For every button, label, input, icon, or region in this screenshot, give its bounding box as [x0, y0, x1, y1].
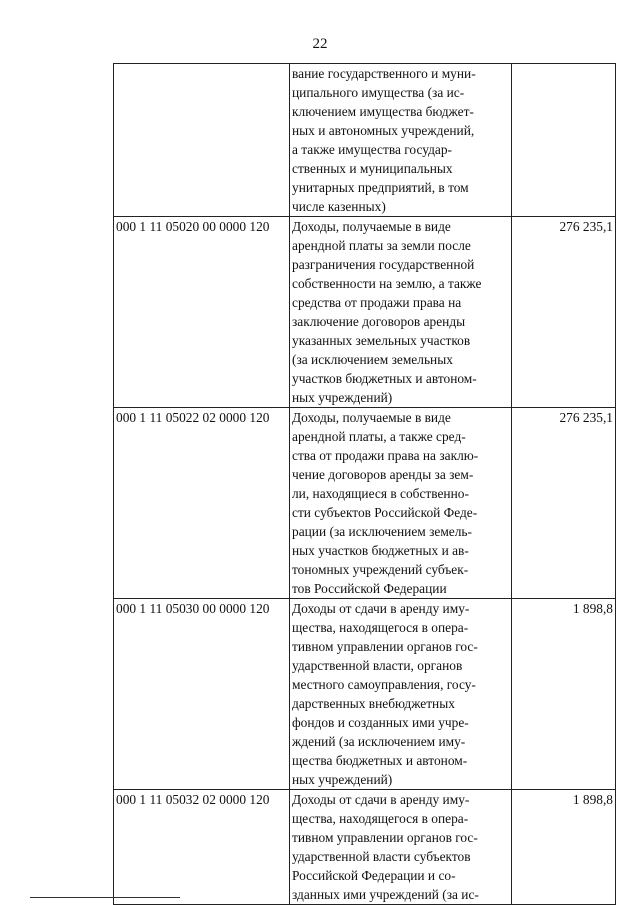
description-line: арендной платы, а также сред- [292, 429, 466, 444]
description-line: ли, находящиеся в собственно- [292, 486, 469, 501]
description-line: Доходы от сдачи в аренду иму- [292, 792, 470, 807]
amount-value: 276 235,1 [512, 217, 616, 408]
description-line: заключение договоров аренды [292, 314, 466, 329]
budget-classification-code: 000 1 11 05020 00 0000 120 [114, 217, 290, 408]
description-line: унитарных предприятий, в том [292, 180, 469, 195]
description-line: местного самоуправления, госу- [292, 677, 476, 692]
description-line: ственных и муниципальных [292, 161, 453, 176]
description-line: собственности на землю, а также [292, 276, 482, 291]
amount-value: 276 235,1 [512, 408, 616, 599]
footnote-separator [30, 897, 180, 898]
description-line: ударственной власти, органов [292, 658, 463, 673]
description-line: а также имущества государ- [292, 142, 452, 157]
budget-classification-code: 000 1 11 05030 00 0000 120 [114, 599, 290, 790]
description-line: ударственной власти субъектов [292, 849, 471, 864]
amount-value: 1 898,8 [512, 790, 616, 905]
description-line: ства от продажи права на заклю- [292, 448, 479, 463]
description-line: тономных учреждений субъек- [292, 562, 469, 577]
table-row [114, 64, 616, 217]
description-line: дарственных внебюджетных [292, 696, 455, 711]
description-line: рации (за исключением земель- [292, 524, 472, 539]
description-line: ных участков бюджетных и ав- [292, 543, 469, 558]
revenue-description [290, 790, 512, 905]
description-line: арендной платы за земли после [292, 238, 471, 253]
description-line: сти субъектов Российской Феде- [292, 505, 478, 520]
table-row [114, 790, 616, 905]
amount-value [512, 64, 616, 217]
description-line: ных учреждений) [292, 390, 393, 405]
description-line: вание государственного и муни- [292, 66, 476, 81]
table-row [114, 599, 616, 790]
description-line: щества, находящегося в опера- [292, 620, 469, 635]
description-line: ждений (за исключением иму- [292, 734, 466, 749]
description-line: щества, находящегося в опера- [292, 811, 469, 826]
description-line: средства от продажи права на [292, 295, 462, 310]
description-line: Доходы от сдачи в аренду иму- [292, 601, 470, 616]
description-line: тов Российской Федерации [292, 581, 447, 596]
description-line: (за исключением земельных [292, 352, 453, 367]
description-line: тивном управлении органов гос- [292, 830, 478, 845]
description-line: ных учреждений) [292, 772, 393, 787]
description-line: зданных ими учреждений (за ис- [292, 887, 479, 902]
budget-classification-code: 000 1 11 05022 02 0000 120 [114, 408, 290, 599]
description-line: ключением имущества бюджет- [292, 104, 474, 119]
description-line: щества бюджетных и автоном- [292, 753, 468, 768]
amount-value: 1 898,8 [512, 599, 616, 790]
description-line: разграничения государственной [292, 257, 475, 272]
budget-revenue-table [113, 63, 616, 905]
budget-classification-code: 000 1 11 05032 02 0000 120 [114, 790, 290, 905]
description-line: Российской Федерации и со- [292, 868, 456, 883]
description-line: чение договоров аренды за зем- [292, 467, 474, 482]
description-line: Доходы, получаемые в виде [292, 410, 451, 425]
description-line: участков бюджетных и автоном- [292, 371, 477, 386]
revenue-description [290, 217, 512, 408]
page-number: 22 [312, 36, 328, 52]
table-row [114, 217, 616, 408]
budget-classification-code [114, 64, 290, 217]
table-row [114, 408, 616, 599]
revenue-description [290, 599, 512, 790]
table-body [114, 64, 616, 905]
description-line: Доходы, получаемые в виде [292, 219, 451, 234]
description-line: указанных земельных участков [292, 333, 471, 348]
description-line: ципального имущества (за ис- [292, 85, 465, 100]
description-line: фондов и созданных ими учре- [292, 715, 469, 730]
description-line: числе казенных) [292, 199, 386, 214]
revenue-description [290, 408, 512, 599]
description-line: ных и автономных учреждений, [292, 123, 475, 138]
description-line: тивном управлении органов гос- [292, 639, 478, 654]
revenue-description [290, 64, 512, 217]
